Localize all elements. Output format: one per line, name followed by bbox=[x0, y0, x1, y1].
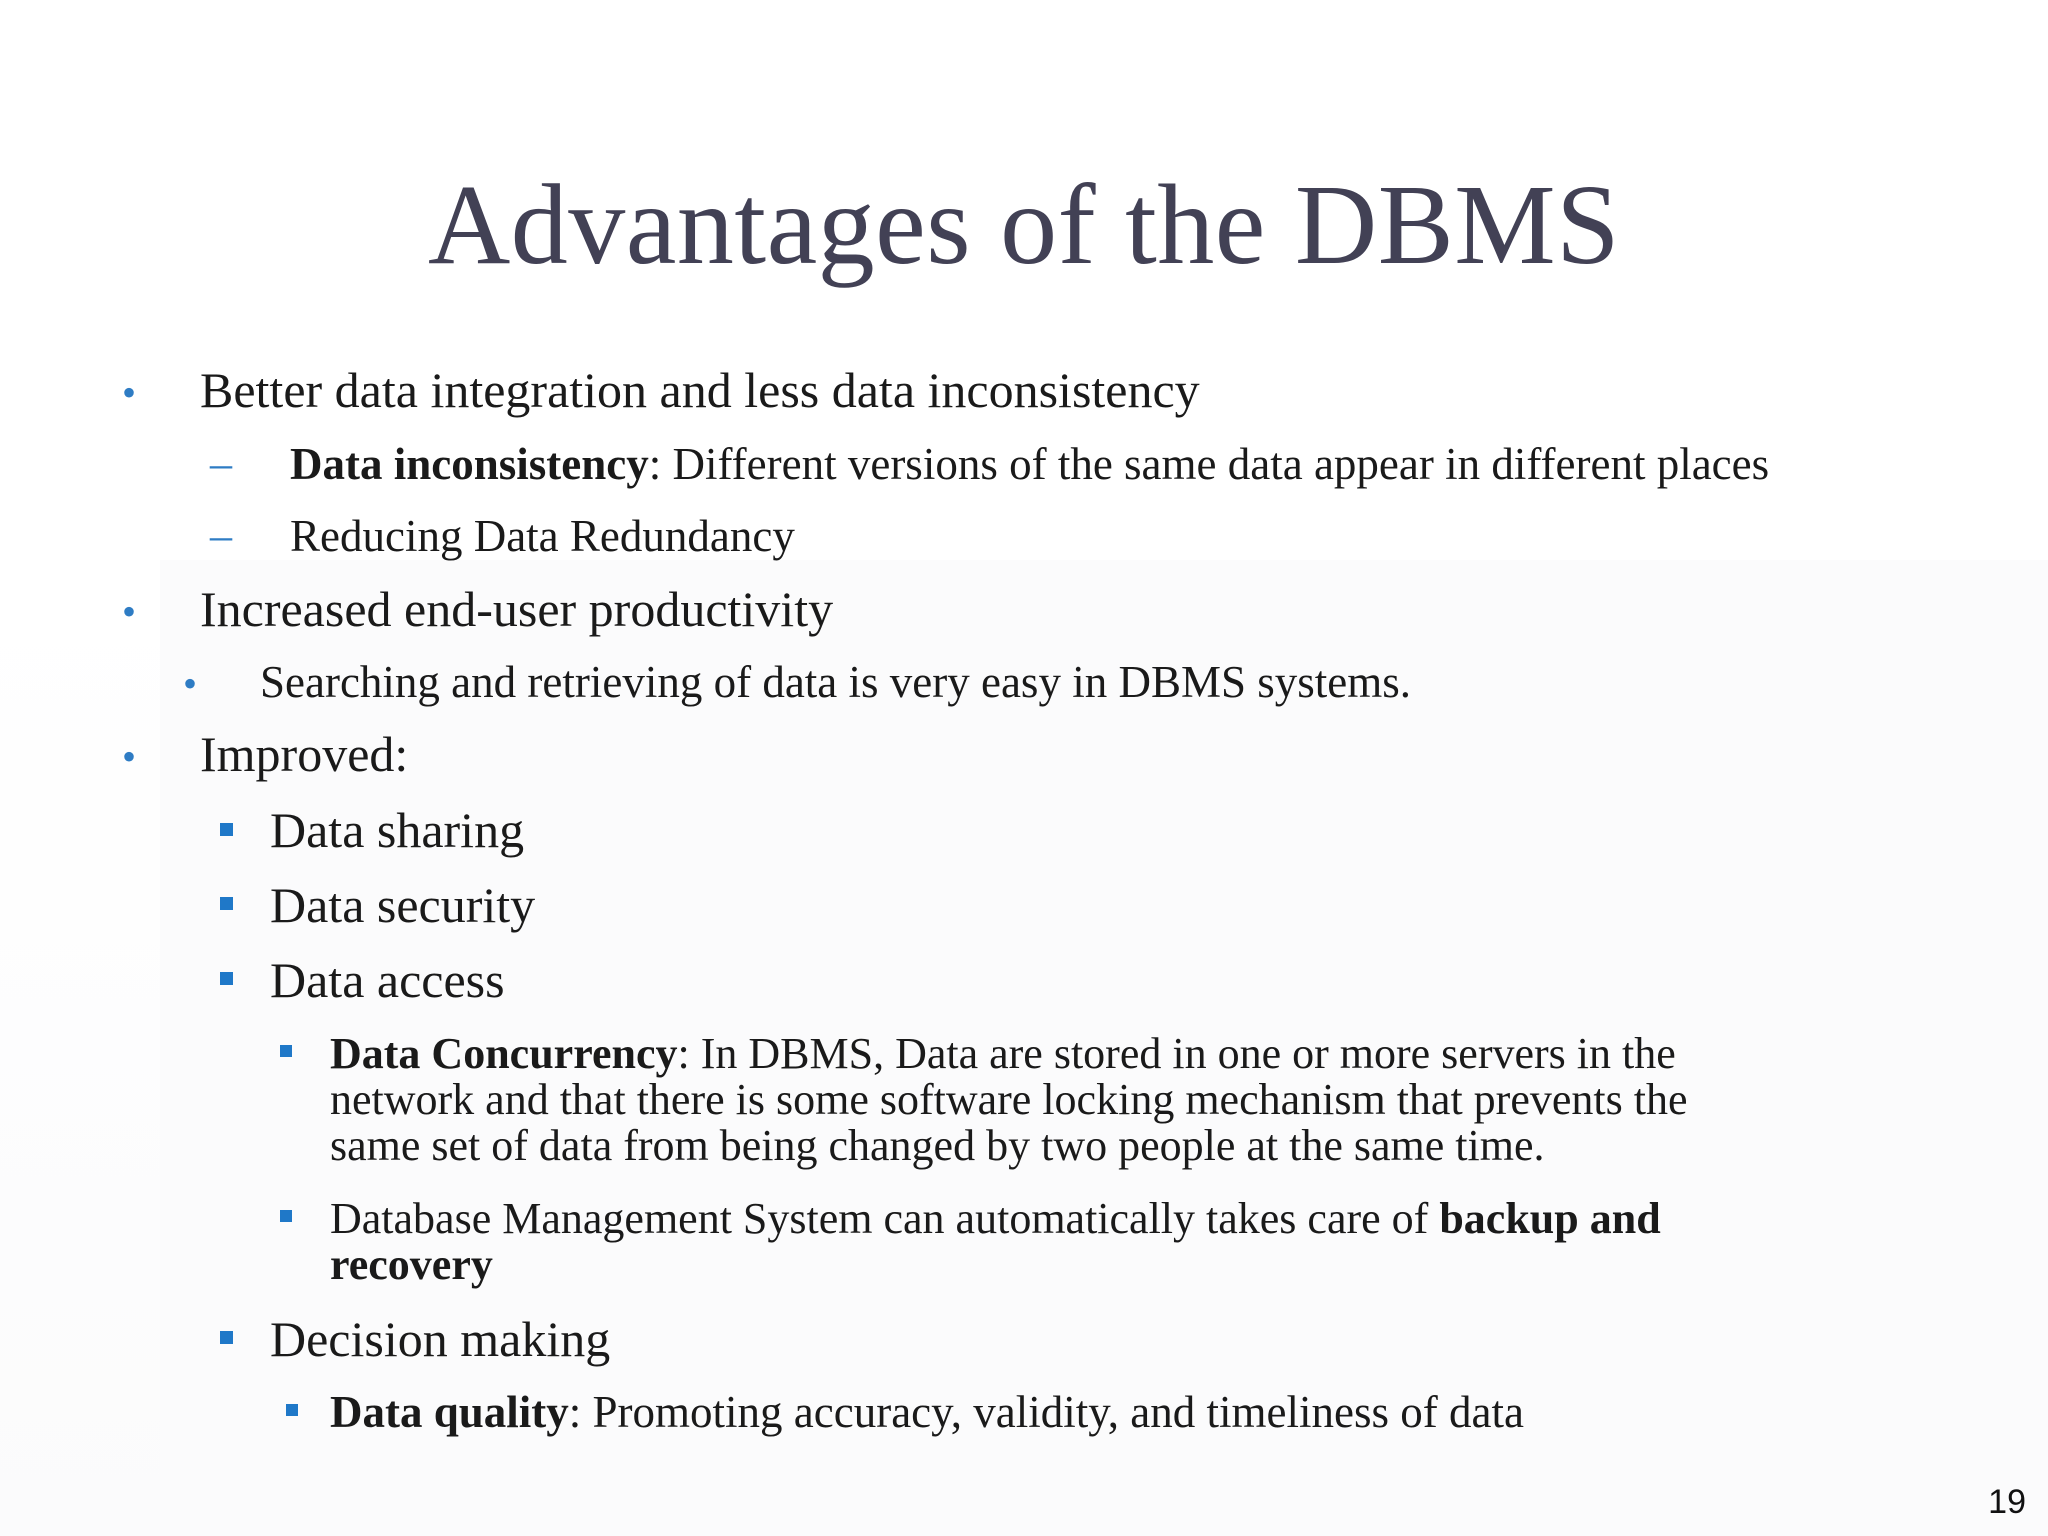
dash-marker-icon: – bbox=[210, 511, 232, 560]
square-bullet-icon bbox=[220, 972, 233, 985]
square-bullet-icon bbox=[220, 1331, 233, 1344]
definition-data-concurrency: : In DBMS, Data are stored in one or more servers in the bbox=[677, 1029, 1676, 1078]
term-data-inconsistency: Data inconsistency bbox=[290, 439, 649, 489]
slide-title: Advantages of the DBMS bbox=[427, 161, 1621, 288]
page-number: 19 bbox=[1988, 1483, 2026, 1521]
square-bullet-icon bbox=[280, 1045, 292, 1057]
definition-data-quality: : Promoting accuracy, validity, and timeliness of data bbox=[568, 1387, 1524, 1437]
term-data-concurrency: Data Concurrency bbox=[330, 1029, 678, 1078]
sub-bullet-searching: Searching and retrieving of data is very easy in DBMS systems. bbox=[260, 657, 1412, 707]
square-bullet-icon bbox=[286, 1404, 298, 1416]
square-bullet-icon bbox=[280, 1210, 292, 1222]
bullet-dot-icon: • bbox=[122, 589, 137, 634]
dash-marker-icon: – bbox=[210, 439, 232, 488]
data-concurrency-line-2: network and that there is some software locking mechanism that prevents the bbox=[330, 1075, 1688, 1124]
sub-bullet-reducing-redundancy: Reducing Data Redundancy bbox=[290, 511, 795, 561]
item-data-security: Data security bbox=[270, 877, 536, 933]
term-data-quality: Data quality bbox=[330, 1387, 569, 1437]
item-decision-making: Decision making bbox=[270, 1311, 611, 1367]
data-concurrency-line-1 bbox=[330, 1031, 1676, 1077]
definition-data-inconsistency: : Different versions of the same data appear in different places bbox=[648, 439, 1770, 489]
term-backup-and: backup and bbox=[1439, 1194, 1661, 1243]
bullet-data-integration: Better data integration and less data inconsistency bbox=[200, 362, 1200, 418]
sub-bullet-data-inconsistency bbox=[290, 438, 1769, 490]
item-data-sharing: Data sharing bbox=[270, 802, 525, 858]
backup-recovery-text: Database Management System can automatically takes care of bbox=[330, 1194, 1440, 1243]
square-bullet-icon bbox=[220, 897, 233, 910]
bullet-productivity: Increased end-user productivity bbox=[200, 581, 834, 637]
sub-bullet-data-quality bbox=[330, 1386, 1524, 1438]
square-bullet-icon bbox=[220, 823, 233, 836]
bullet-dot-icon: • bbox=[122, 370, 137, 415]
term-recovery: recovery bbox=[330, 1240, 493, 1289]
backup-recovery-line-2 bbox=[330, 1242, 493, 1288]
bullet-improved: Improved: bbox=[200, 726, 409, 782]
data-concurrency-line-3: same set of data from being changed by two people at the same time. bbox=[330, 1121, 1545, 1170]
backup-recovery-line-1 bbox=[330, 1196, 1661, 1242]
item-data-access: Data access bbox=[270, 952, 505, 1008]
bullet-dot-icon: • bbox=[183, 661, 198, 706]
bullet-dot-icon: • bbox=[122, 734, 137, 779]
